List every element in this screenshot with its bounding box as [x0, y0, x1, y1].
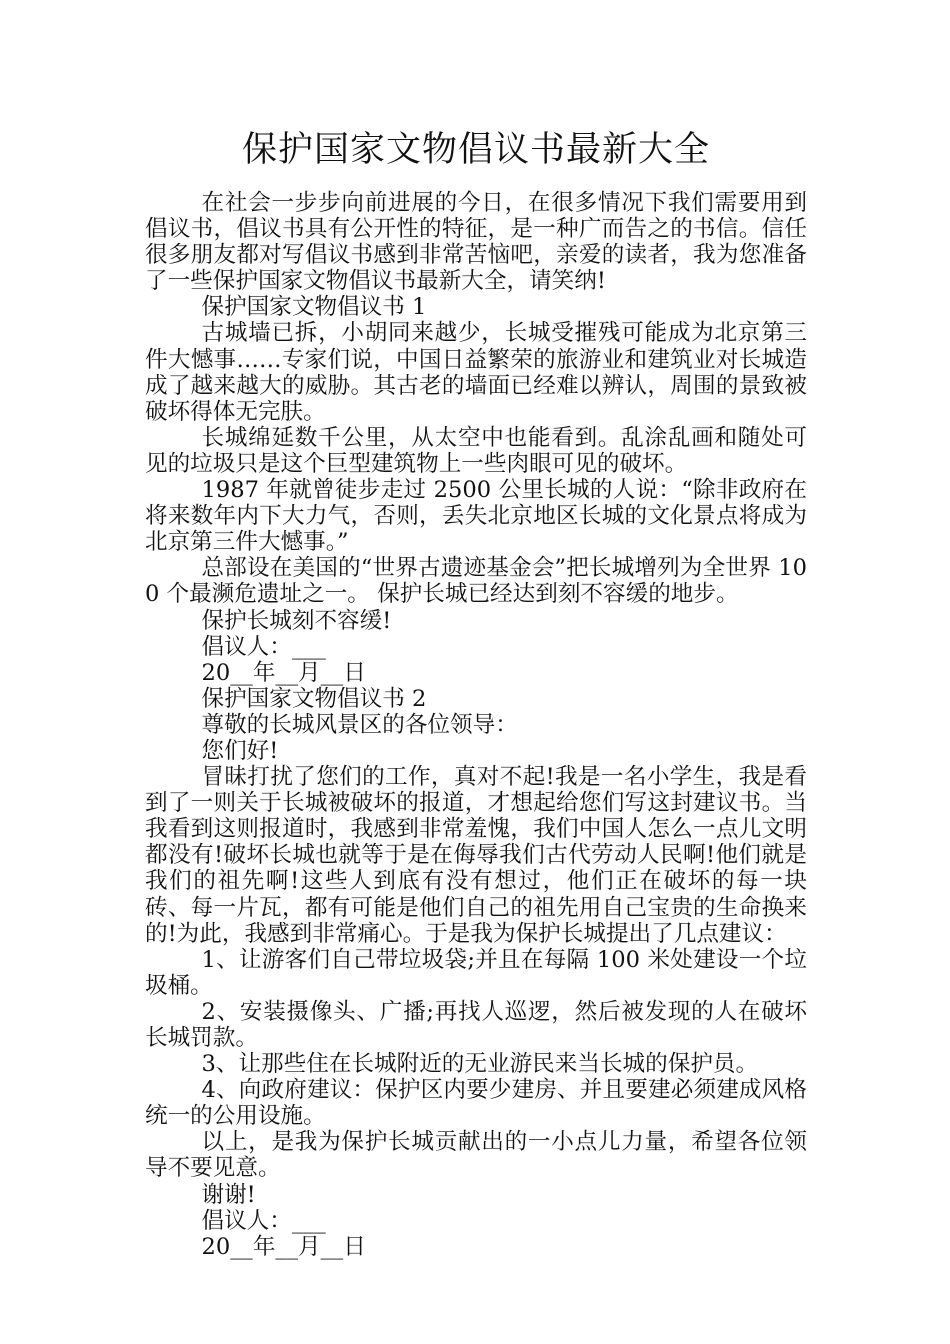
paragraph: 倡议人：___ — [201, 633, 326, 660]
paragraph: 以上，是我为保护长城贡献出的一小点儿力量，希望各位领导不要见意。 — [145, 1129, 807, 1182]
paragraph: 在社会一步步向前进展的今日，在很多情况下我们需要用到倡议书，倡议书具有公开性的特征，是一种广而告之的书信。信任很多朋友都对写倡议书感到非常苦恼吧，亲爱的读者，我为您准备了一些保护国家文物倡议书最新大全，请笑纳! — [145, 190, 807, 295]
document-page — [145, 120, 807, 1260]
paragraph: 4、向政府建议：保护区内要少建房、并且要建必须建成风格统一的公用设施。 — [145, 1077, 807, 1130]
paragraph: 总部设在美国的“世界古遗迹基金会”把长城增列为全世界 100 个最濒危遗址之一。 保护长城已经达到刻不容缓的地步。 — [145, 555, 807, 608]
paragraph: 倡议人：___ — [201, 1207, 326, 1234]
paragraph: 1、让游客们自己带垃圾袋;并且在每隔 100 米处建设一个垃圾桶。 — [145, 946, 807, 999]
paragraph: 2、安装摄像头、广播;再找人巡逻，然后被发现的人在破坏长城罚款。 — [145, 998, 807, 1051]
paragraph: 1987 年就曾徒步走过 2500 公里长城的人说：“除非政府在将来数年内下大力气，否则，丢失北京地区长城的文化景点将成为北京第三件大憾事。” — [145, 477, 807, 556]
paragraph: 您们好! — [201, 737, 279, 764]
paragraph: 保护长城刻不容缓! — [201, 607, 392, 634]
document-title: 保护国家文物倡议书最新大全 — [241, 130, 710, 170]
paragraph: 保护国家文物倡议书 2 — [201, 685, 427, 712]
paragraph: 20__年__月__日 — [201, 1233, 366, 1260]
paragraph: 3、让那些住在长城附近的无业游民来当长城的保护员。 — [201, 1051, 759, 1078]
paragraph: 20__年__月__日 — [201, 659, 366, 686]
paragraph: 尊敬的长城风景区的各位领导： — [201, 711, 518, 738]
paragraph: 长城绵延数千公里，从太空中也能看到。乱涂乱画和随处可见的垃圾只是这个巨型建筑物上一些肉眼可见的破坏。 — [145, 424, 807, 477]
paragraph: 保护国家文物倡议书 1 — [201, 294, 427, 321]
paragraph: 谢谢! — [201, 1181, 256, 1208]
paragraph: 冒昧打扰了您们的工作，真对不起!我是一名小学生，我是看到了一则关于长城被破坏的报道，才想起给您们写这封建议书。当我看到这则报道时，我感到非常羞愧，我们中国人怎么一点儿文明都没有!破坏长城也就等于是在侮辱我们古代劳动人民啊!他们就是我们的祖先啊!这些人到底有没有想过，他们正在破坏的每一块砖、每一片瓦，都有可能是他们自己的祖先用自己宝贵的生命换来的!为此，我感到非常痛心。于是我为保护长城提出了几点建议： — [145, 764, 807, 947]
paragraph: 古城墙已拆，小胡同来越少，长城受摧残可能成为北京第三件大憾事……专家们说，中国日益繁荣的旅游业和建筑业对长城造成了越来越大的威胁。其古老的墙面已经难以辨认，周围的景致被破坏得体无完肤。 — [145, 320, 807, 425]
document-body — [145, 190, 807, 1260]
